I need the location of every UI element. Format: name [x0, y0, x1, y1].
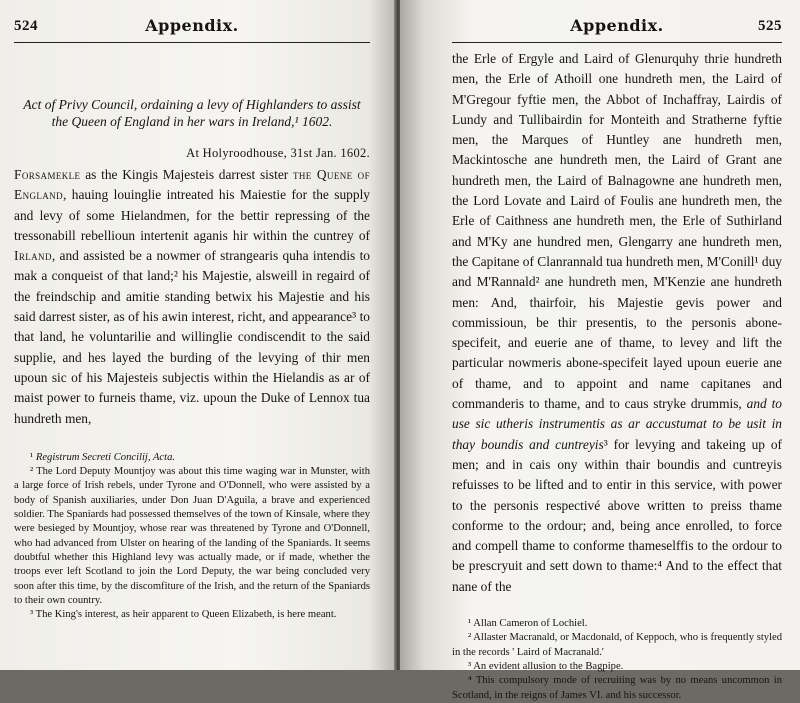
footnote-1: ¹ Allan Cameron of Lochiel. — [468, 618, 588, 630]
right-running-title: Appendix. — [570, 16, 664, 35]
dateline: At Holyroodhouse, 31st Jan. 1602. — [186, 146, 370, 160]
left-running-head — [14, 18, 370, 43]
queen-of-england: the Quene of England — [14, 167, 370, 203]
right-body-text: the Erle of Ergyle and Laird of Glenurquhy thrie hundreth men, the Erle of Athoill one hundreth men, the Laird of M'Gregour fyftie men, the Abbot of Inchaffray, Lairdis of Lundy and Tullibairdin for Monteith and Stratherne fyftie men, the Marques of Huntley ane hundreth men, Mackintosche ane hundreth men, the Laird of Grant ane hundreth men, the Laird of Balnagowne ane hundreth men, the Lord Lovate and Laird of Foulis ane hundreth men, the Erle of Caithness ane hundreth men, the Erle of Suthirland and M'Ky ane hundred men, Glengarry ane hundreth men, the Capitane of Clanrannald tua hundreth men, M'Conill¹ duy and M'Rannald² ane hundreth men, M'Kenzie ane hundreth men: And, thairfoir, his Majestie gevis power and commissioun, be thir presentis, to the personis abone-specifeit, and euerie ane of thame, to levey and lift the particular nowmeris abone-specifeit layed upoun euerie ane of thame, and to appoint and name capitanes and commanderis to thame, and to caus stryke drummis, and to use sic utheris instrumentis as ar accustumat to be usit in thay boundis and cuntreyis³ for levying and takeing up of men; and in cais ony within thair boundis and cuntreyis refuisses to be lifted and to entir in this service, with power to the personis respectivé above written to preiss thame conforme to the ordour; and, being ance enrolled, to force and compell thame to conforme thameselffis to the ordour to be prescryuit and sett down to thame:⁴ And to the effect that nane of the — [452, 51, 782, 594]
footnote-1: ¹ Registrum Secreti Concilij, Acta. — [30, 451, 176, 463]
left-body-text: Forsamekle as the Kingis Majesteis darrest sister the Quene of England, hauing louinglie intreated his Maiestie for the supply and levy of some Hielandmen, for the bettir repressing of the tressonabill rebellioun intertenit aganis hir within the cuntrey of Irland, and assisted be a nowmer of strangearis quha intendis to mak a conqueist of that land;² his Majestie, alsweill in regaird of the freindschip and amitie standing betwix his Majestie and his said darrest sister, as of his awin interest, richt, and appearance³ to that land, he voluntarilie and willinglie condiscendit to the said supplie, and hes layed the burding of the levying of thir men upoun sic of his Majesteis subjectis within the Hielandis as ar of maist power to furneis thame, viz. upoun the Duke of Lennox tua hundreth men, — [14, 167, 370, 426]
footnote-2: ² Allaster Macranald, or Macdonald, of Keppoch, who is frequently styled in the records ' Laird of Macranald.' — [452, 632, 782, 658]
left-page — [0, 0, 396, 670]
act-heading: Act of Privy Council, ordaining a levy of Highlanders to assist the Queen of England in her wars in Ireland,¹ 1602. — [23, 97, 361, 129]
italic-passage: and to use sic utheris instrumentis as ar accustumat to be usit in thay boundis and cuntreyis — [452, 396, 782, 452]
right-footnotes — [452, 617, 782, 703]
left-page-number: 524 — [14, 18, 38, 34]
left-running-title: Appendix. — [145, 16, 239, 35]
right-page-number: 525 — [758, 18, 782, 34]
ireland: Irland — [14, 248, 52, 264]
right-running-head — [452, 18, 782, 43]
footnote-3: ³ The King's interest, as heir apparent to Queen Elizabeth, is here meant. — [30, 609, 337, 621]
left-footnotes — [14, 451, 370, 623]
opening-word: Forsamekle — [14, 167, 81, 182]
footnote-3: ³ An evident allusion to the Bagpipe. — [468, 660, 624, 672]
right-page — [400, 0, 800, 701]
footnote-2: ² The Lord Deputy Mountjoy was about this time waging war in Munster, with a large force of Irish rebels, under Tyrone and O'Donnell, who were assisted by a body of Spanish auxiliaries, under Don Juan D'Aguila, a brave and experienced soldier. The Spaniards had possessed themselves of the town of Kinsale, where they were besieged by Mountjoy, whose rear was threatened by Tyrone and O'Donnell, who had advanced from Ulster on hearing of the landing of the Spaniards. It seems doubtful whether this Highland levy was actually made, or if made, whether the troops ever left Scotland to join the Lord Deputy, the war being concluded very soon after this time, by the discomfiture of the Irish, and the return of the Spaniards to their own country. — [14, 466, 370, 606]
footnote-4: ⁴ This compulsory mode of recruiting was by no means uncommon in Scotland, in the reigns of James VI. and his successor. — [452, 675, 782, 701]
